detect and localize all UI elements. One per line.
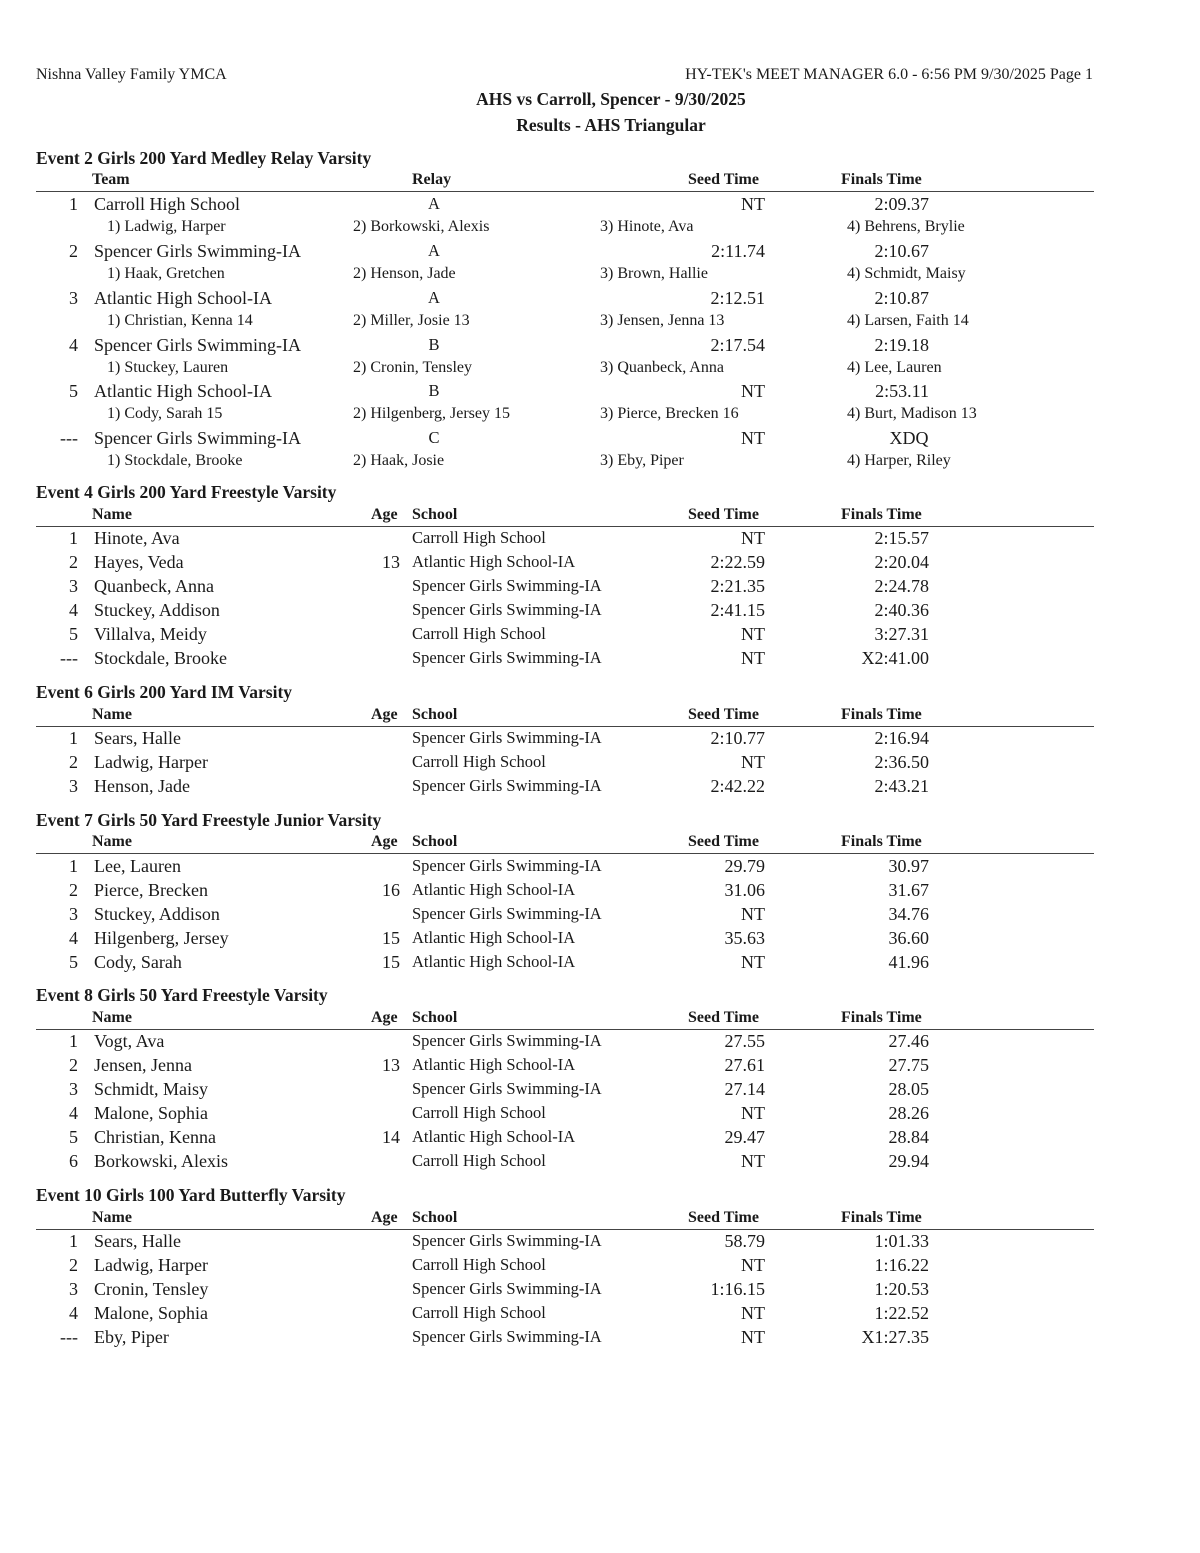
table-row — [36, 928, 1094, 952]
place: 1 — [69, 728, 78, 748]
table-row — [36, 648, 1094, 672]
finals-time: 2:40.36 — [874, 600, 929, 620]
seed-time: NT — [741, 904, 765, 924]
school: Carroll High School — [412, 1151, 546, 1170]
school: Atlantic High School-IA — [412, 880, 576, 899]
column-header-row — [36, 506, 1094, 527]
place: 1 — [69, 528, 78, 548]
finals-time: 1:22.52 — [874, 1303, 929, 1323]
school: Spencer Girls Swimming-IA — [412, 904, 602, 923]
seed-time: NT — [741, 1327, 765, 1347]
seed-time: NT — [741, 528, 765, 548]
seed-time: 29.79 — [724, 856, 765, 876]
swimmer-4: 4) Burt, Madison 13 — [847, 405, 977, 422]
table-row — [36, 856, 1094, 880]
relay-swimmers-row — [36, 218, 1094, 241]
col-age: Age — [371, 833, 398, 850]
team-name: Spencer Girls Swimming-IA — [94, 335, 301, 355]
seed-time: 2:10.77 — [710, 728, 765, 748]
swimmer-1: 1) Stockdale, Brooke — [107, 452, 243, 469]
relay-letter: B — [428, 335, 440, 354]
age: 15 — [382, 952, 400, 972]
seed-time: NT — [741, 952, 765, 972]
finals-time: 34.76 — [888, 904, 929, 924]
seed-time: 58.79 — [724, 1231, 765, 1251]
finals-time: 30.97 — [888, 856, 929, 876]
seed-time: NT — [741, 428, 765, 448]
swimmer-1: 1) Cody, Sarah 15 — [107, 405, 223, 422]
swimmer-1: 1) Stuckey, Lauren — [107, 359, 229, 376]
seed-time: 2:21.35 — [710, 576, 765, 596]
relay-swimmers-row — [36, 312, 1094, 335]
col-finals-time: Finals Time — [841, 1009, 922, 1026]
relay-swimmers-row — [36, 405, 1094, 428]
place: 5 — [69, 381, 78, 401]
finals-time: 28.05 — [888, 1079, 929, 1099]
age: 13 — [382, 1055, 400, 1075]
school: Carroll High School — [412, 1103, 546, 1122]
place: 4 — [69, 1103, 78, 1123]
seed-time: NT — [741, 194, 765, 214]
place: 1 — [69, 194, 78, 214]
table-row — [36, 428, 1094, 452]
event-title: Event 2 Girls 200 Yard Medley Relay Varsity — [36, 148, 372, 168]
relay-swimmers-row — [36, 452, 1094, 475]
table-row — [36, 1127, 1094, 1151]
team-name: Atlantic High School-IA — [94, 288, 272, 308]
swimmer-name: Malone, Sophia — [94, 1103, 208, 1123]
finals-time: 28.84 — [888, 1127, 929, 1147]
swimmer-1: 1) Christian, Kenna 14 — [107, 312, 253, 329]
table-row — [36, 194, 1094, 218]
column-header-row — [36, 1009, 1094, 1030]
finals-time: X2:41.00 — [861, 648, 929, 668]
school: Atlantic High School-IA — [412, 552, 576, 571]
col-name: Name — [92, 506, 132, 523]
seed-time: 27.55 — [724, 1031, 765, 1051]
school: Spencer Girls Swimming-IA — [412, 576, 602, 595]
event-title: Event 4 Girls 200 Yard Freestyle Varsity — [36, 482, 337, 502]
place: --- — [60, 428, 78, 448]
swimmer-name: Hinote, Ava — [94, 528, 180, 548]
finals-time: 2:36.50 — [874, 752, 929, 772]
team-name: Spencer Girls Swimming-IA — [94, 428, 301, 448]
table-row — [36, 1079, 1094, 1103]
swimmer-3: 3) Jensen, Jenna 13 — [600, 312, 725, 329]
swimmer-name: Stockdale, Brooke — [94, 648, 227, 668]
results-title: Results - AHS Triangular — [516, 115, 706, 135]
col-school: School — [412, 706, 458, 723]
seed-time: 27.61 — [724, 1055, 765, 1075]
seed-time: 2:11.74 — [711, 241, 765, 261]
place: 2 — [69, 880, 78, 900]
school: Spencer Girls Swimming-IA — [412, 856, 602, 875]
col-relay: Relay — [412, 171, 452, 188]
column-header-row — [36, 1209, 1094, 1230]
col-name: Name — [92, 833, 132, 850]
seed-time: NT — [741, 1255, 765, 1275]
seed-time: 31.06 — [724, 880, 765, 900]
table-row — [36, 1303, 1094, 1327]
event-title: Event 7 Girls 50 Yard Freestyle Junior Varsity — [36, 810, 382, 830]
col-age: Age — [371, 1209, 398, 1226]
column-header-row — [36, 706, 1094, 727]
swimmer-2: 2) Cronin, Tensley — [353, 359, 473, 376]
swimmer-2: 2) Borkowski, Alexis — [353, 218, 490, 235]
swimmer-name: Stuckey, Addison — [94, 600, 220, 620]
school: Spencer Girls Swimming-IA — [412, 776, 602, 795]
finals-time: 31.67 — [888, 880, 929, 900]
place: 1 — [69, 1231, 78, 1251]
swimmer-name: Ladwig, Harper — [94, 1255, 208, 1275]
swimmer-name: Ladwig, Harper — [94, 752, 208, 772]
seed-time: 2:17.54 — [710, 335, 765, 355]
finals-time: 29.94 — [888, 1151, 929, 1171]
school: Spencer Girls Swimming-IA — [412, 600, 602, 619]
table-row — [36, 528, 1094, 552]
seed-time: 35.63 — [724, 928, 765, 948]
swimmer-1: 1) Haak, Gretchen — [107, 265, 225, 282]
team-name: Carroll High School — [94, 194, 240, 214]
swimmer-name: Pierce, Brecken — [94, 880, 208, 900]
table-row — [36, 952, 1094, 976]
relay-letter: A — [428, 194, 440, 213]
col-finals-time: Finals Time — [841, 506, 922, 523]
swimmer-name: Hilgenberg, Jersey — [94, 928, 229, 948]
finals-time: 1:01.33 — [874, 1231, 929, 1251]
table-row — [36, 552, 1094, 576]
finals-time: 27.75 — [888, 1055, 929, 1075]
col-seed-time: Seed Time — [688, 1209, 759, 1226]
swimmer-name: Lee, Lauren — [94, 856, 181, 876]
table-row — [36, 728, 1094, 752]
table-row — [36, 381, 1094, 405]
swimmer-3: 3) Hinote, Ava — [600, 218, 694, 235]
finals-time: 2:10.87 — [874, 288, 929, 308]
age: 14 — [382, 1127, 400, 1147]
finals-time: 2:10.67 — [874, 241, 929, 261]
seed-time: NT — [741, 648, 765, 668]
swimmer-3: 3) Pierce, Brecken 16 — [600, 405, 739, 422]
swimmer-name: Jensen, Jenna — [94, 1055, 192, 1075]
relay-letter: A — [428, 241, 440, 260]
place: 4 — [69, 335, 78, 355]
col-school: School — [412, 506, 458, 523]
finals-time: 2:19.18 — [874, 335, 929, 355]
finals-time: 36.60 — [888, 928, 929, 948]
place: 5 — [69, 952, 78, 972]
finals-time: X1:27.35 — [861, 1327, 929, 1347]
finals-time: 2:53.11 — [875, 381, 929, 401]
col-team: Team — [92, 171, 130, 188]
swimmer-2: 2) Haak, Josie — [353, 452, 445, 469]
school: Carroll High School — [412, 528, 546, 547]
swimmer-name: Malone, Sophia — [94, 1303, 208, 1323]
organization-name: Nishna Valley Family YMCA — [36, 66, 227, 83]
table-row — [36, 335, 1094, 359]
col-finals-time: Finals Time — [841, 171, 922, 188]
seed-time: 1:16.15 — [710, 1279, 765, 1299]
table-row — [36, 1231, 1094, 1255]
column-header-row — [36, 171, 1094, 192]
swimmer-name: Schmidt, Maisy — [94, 1079, 209, 1099]
school: Atlantic High School-IA — [412, 1055, 576, 1074]
seed-time: NT — [741, 1103, 765, 1123]
place: 3 — [69, 904, 78, 924]
finals-time: 1:20.53 — [874, 1279, 929, 1299]
place: 4 — [69, 928, 78, 948]
col-seed-time: Seed Time — [688, 1009, 759, 1026]
school: Atlantic High School-IA — [412, 1127, 576, 1146]
swimmer-name: Sears, Halle — [94, 1231, 181, 1251]
table-row — [36, 1031, 1094, 1055]
relay-letter: B — [428, 381, 440, 400]
table-row — [36, 1255, 1094, 1279]
school: Carroll High School — [412, 752, 546, 771]
seed-time: NT — [741, 381, 765, 401]
table-row — [36, 576, 1094, 600]
place: --- — [60, 1327, 78, 1347]
place: --- — [60, 648, 78, 668]
col-age: Age — [371, 1009, 398, 1026]
seed-time: 2:12.51 — [710, 288, 765, 308]
finals-time: 3:27.31 — [874, 624, 929, 644]
swimmer-name: Sears, Halle — [94, 728, 181, 748]
event-title: Event 10 Girls 100 Yard Butterfly Varsity — [36, 1185, 346, 1205]
seed-time: NT — [741, 752, 765, 772]
school: Spencer Girls Swimming-IA — [412, 1231, 602, 1250]
swimmer-2: 2) Hilgenberg, Jersey 15 — [353, 405, 510, 422]
seed-time: 2:42.22 — [710, 776, 765, 796]
finals-time: XDQ — [889, 428, 929, 448]
place: 2 — [69, 241, 78, 261]
swimmer-1: 1) Ladwig, Harper — [107, 218, 226, 235]
finals-time: 1:16.22 — [874, 1255, 929, 1275]
place: 3 — [69, 576, 78, 596]
finals-time: 41.96 — [888, 952, 929, 972]
seed-time: NT — [741, 1151, 765, 1171]
finals-time: 2:16.94 — [874, 728, 929, 748]
col-name: Name — [92, 1009, 132, 1026]
col-school: School — [412, 833, 458, 850]
col-name: Name — [92, 706, 132, 723]
swimmer-2: 2) Henson, Jade — [353, 265, 456, 282]
swimmer-name: Henson, Jade — [94, 776, 190, 796]
school: Atlantic High School-IA — [412, 952, 576, 971]
seed-time: 2:22.59 — [710, 552, 765, 572]
place: 2 — [69, 752, 78, 772]
col-finals-time: Finals Time — [841, 1209, 922, 1226]
seed-time: NT — [741, 624, 765, 644]
school: Spencer Girls Swimming-IA — [412, 1327, 602, 1346]
col-age: Age — [371, 706, 398, 723]
finals-time: 2:15.57 — [874, 528, 929, 548]
relay-swimmers-row — [36, 265, 1094, 288]
age: 15 — [382, 928, 400, 948]
col-school: School — [412, 1209, 458, 1226]
finals-time: 2:20.04 — [874, 552, 929, 572]
swimmer-name: Hayes, Veda — [94, 552, 184, 572]
school: Spencer Girls Swimming-IA — [412, 1031, 602, 1050]
swimmer-2: 2) Miller, Josie 13 — [353, 312, 470, 329]
finals-time: 28.26 — [888, 1103, 929, 1123]
school: Spencer Girls Swimming-IA — [412, 1279, 602, 1298]
table-row — [36, 600, 1094, 624]
table-row — [36, 880, 1094, 904]
place: 4 — [69, 1303, 78, 1323]
col-finals-time: Finals Time — [841, 706, 922, 723]
school: Carroll High School — [412, 624, 546, 643]
place: 3 — [69, 288, 78, 308]
school: Atlantic High School-IA — [412, 928, 576, 947]
school: Spencer Girls Swimming-IA — [412, 1079, 602, 1098]
meet-title: AHS vs Carroll, Spencer - 9/30/2025 — [476, 89, 746, 109]
table-row — [36, 288, 1094, 312]
swimmer-4: 4) Behrens, Brylie — [847, 218, 965, 235]
place: 1 — [69, 856, 78, 876]
col-seed-time: Seed Time — [688, 506, 759, 523]
relay-letter: C — [428, 428, 440, 447]
age: 16 — [382, 880, 400, 900]
relay-swimmers-row — [36, 359, 1094, 382]
finals-time: 2:09.37 — [874, 194, 929, 214]
place: 3 — [69, 1079, 78, 1099]
finals-time: 2:24.78 — [874, 576, 929, 596]
age: 13 — [382, 552, 400, 572]
col-finals-time: Finals Time — [841, 833, 922, 850]
swimmer-3: 3) Brown, Hallie — [600, 265, 708, 282]
swimmer-4: 4) Lee, Lauren — [847, 359, 942, 376]
swimmer-name: Cronin, Tensley — [94, 1279, 209, 1299]
place: 5 — [69, 1127, 78, 1147]
table-row — [36, 241, 1094, 265]
swimmer-4: 4) Schmidt, Maisy — [847, 265, 966, 282]
team-name: Spencer Girls Swimming-IA — [94, 241, 301, 261]
team-name: Atlantic High School-IA — [94, 381, 272, 401]
relay-letter: A — [428, 288, 440, 307]
col-seed-time: Seed Time — [688, 171, 759, 188]
school: Spencer Girls Swimming-IA — [412, 728, 602, 747]
seed-time: 29.47 — [724, 1127, 765, 1147]
swimmer-3: 3) Quanbeck, Anna — [600, 359, 724, 376]
table-row — [36, 752, 1094, 776]
table-row — [36, 1151, 1094, 1175]
school: Carroll High School — [412, 1303, 546, 1322]
table-row — [36, 776, 1094, 800]
table-row — [36, 1279, 1094, 1303]
table-row — [36, 1327, 1094, 1351]
seed-time: 2:41.15 — [710, 600, 765, 620]
place: 3 — [69, 776, 78, 796]
column-header-row — [36, 833, 1094, 854]
col-name: Name — [92, 1209, 132, 1226]
place: 2 — [69, 1255, 78, 1275]
table-row — [36, 1103, 1094, 1127]
swimmer-name: Stuckey, Addison — [94, 904, 220, 924]
swimmer-4: 4) Larsen, Faith 14 — [847, 312, 969, 329]
swimmer-name: Christian, Kenna — [94, 1127, 216, 1147]
swimmer-name: Eby, Piper — [94, 1327, 169, 1347]
swimmer-name: Quanbeck, Anna — [94, 576, 214, 596]
swimmer-name: Borkowski, Alexis — [94, 1151, 229, 1171]
seed-time: NT — [741, 1303, 765, 1323]
place: 2 — [69, 552, 78, 572]
finals-time: 2:43.21 — [874, 776, 929, 796]
table-row — [36, 1055, 1094, 1079]
swimmer-name: Vogt, Ava — [94, 1031, 165, 1051]
table-row — [36, 904, 1094, 928]
event-title: Event 6 Girls 200 Yard IM Varsity — [36, 682, 293, 702]
place: 1 — [69, 1031, 78, 1051]
school: Spencer Girls Swimming-IA — [412, 648, 602, 667]
swimmer-4: 4) Harper, Riley — [847, 452, 951, 469]
swimmer-name: Villalva, Meidy — [94, 624, 207, 644]
place: 2 — [69, 1055, 78, 1075]
col-age: Age — [371, 506, 398, 523]
swimmer-name: Cody, Sarah — [94, 952, 182, 972]
place: 6 — [69, 1151, 78, 1171]
col-school: School — [412, 1009, 458, 1026]
table-row — [36, 624, 1094, 648]
seed-time: 27.14 — [724, 1079, 765, 1099]
place: 3 — [69, 1279, 78, 1299]
swimmer-3: 3) Eby, Piper — [600, 452, 684, 469]
finals-time: 27.46 — [888, 1031, 929, 1051]
software-info: HY-TEK's MEET MANAGER 6.0 - 6:56 PM 9/30/2025 Page 1 — [685, 66, 1093, 83]
place: 4 — [69, 600, 78, 620]
event-title: Event 8 Girls 50 Yard Freestyle Varsity — [36, 985, 328, 1005]
col-seed-time: Seed Time — [688, 833, 759, 850]
school: Carroll High School — [412, 1255, 546, 1274]
place: 5 — [69, 624, 78, 644]
col-seed-time: Seed Time — [688, 706, 759, 723]
